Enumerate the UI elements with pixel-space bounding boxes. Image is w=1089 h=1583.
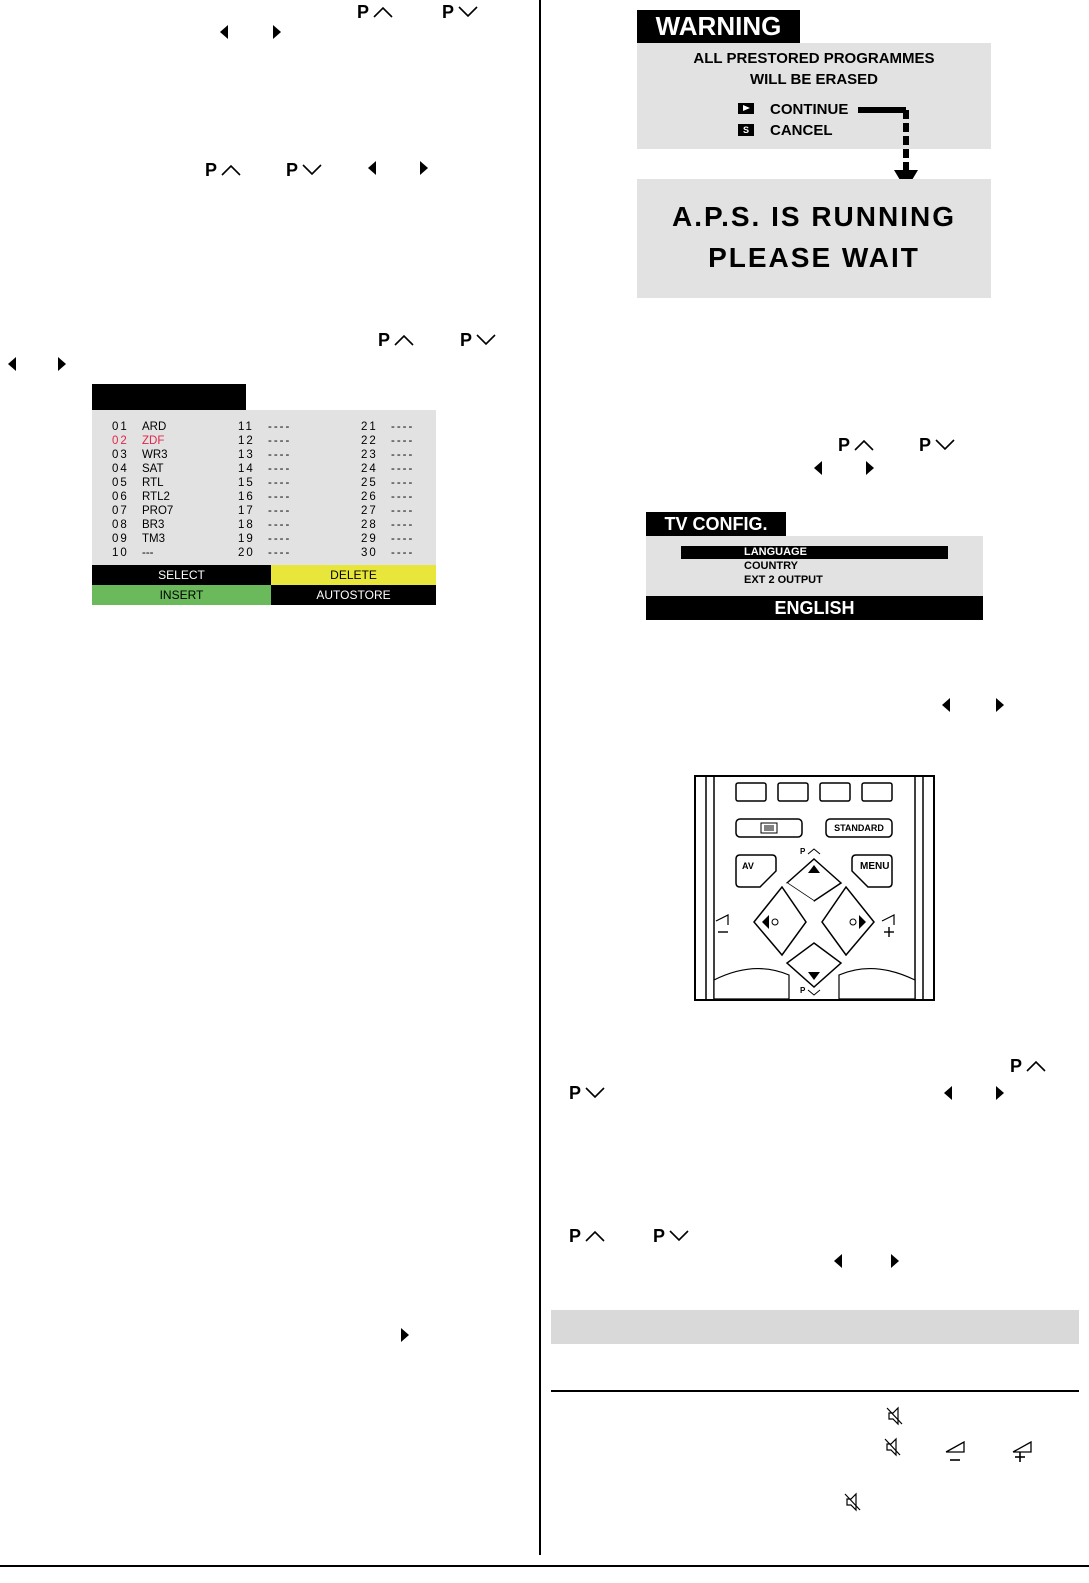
program-row[interactable] [112, 504, 173, 518]
chevron-up-icon [1025, 1059, 1047, 1073]
warning-title: WARNING [637, 10, 800, 43]
warning-dialog [637, 43, 991, 149]
program-name: ---- [391, 533, 415, 545]
program-row[interactable] [112, 532, 173, 546]
play-icon [738, 103, 754, 114]
program-number: 13 [238, 449, 255, 461]
s-key-icon: S [738, 124, 754, 136]
program-number: 17 [238, 505, 255, 517]
program-number: 23 [361, 449, 378, 461]
remote-body-icon [694, 775, 935, 1001]
chevron-down-icon [934, 438, 956, 452]
program-name: TM3 [142, 533, 165, 545]
program-name: ---- [391, 547, 415, 559]
program-row[interactable] [238, 504, 291, 518]
program-name: ---- [391, 519, 415, 531]
program-number: 12 [238, 435, 255, 447]
program-row[interactable] [361, 490, 414, 504]
program-number: 21 [361, 421, 378, 433]
program-row[interactable] [238, 546, 291, 560]
program-number: 30 [361, 547, 378, 559]
av-button[interactable]: AV [742, 861, 754, 871]
remote-control-illustration [694, 775, 935, 1001]
p-up-key: P [1010, 1057, 1047, 1075]
footer-rule [0, 1565, 1089, 1567]
program-name: ---- [268, 491, 292, 503]
column-divider [539, 0, 541, 1555]
program-name: ---- [268, 477, 292, 489]
program-name: ARD [142, 421, 167, 433]
left-arrow-icon [834, 1254, 842, 1268]
selected-value: ENGLISH [646, 596, 983, 620]
mute-icon [886, 1406, 904, 1426]
program-name: ---- [268, 463, 292, 475]
program-row[interactable] [112, 462, 173, 476]
left-arrow-icon [944, 1086, 952, 1100]
program-name: WR3 [142, 449, 168, 461]
program-name: RTL2 [142, 491, 170, 503]
left-arrow-icon [814, 461, 822, 475]
program-number: 15 [238, 477, 255, 489]
program-number: 26 [361, 491, 378, 503]
program-number: 25 [361, 477, 378, 489]
program-name: ---- [268, 505, 292, 517]
program-row[interactable] [361, 434, 414, 448]
menu-selection-bar [681, 546, 948, 559]
insert-button[interactable]: INSERT [92, 585, 271, 605]
program-number: 29 [361, 533, 378, 545]
program-table-title-bar [92, 384, 246, 410]
chevron-down-icon [584, 1086, 606, 1100]
program-row[interactable] [238, 434, 291, 448]
p-up-key: P [205, 161, 242, 179]
program-row[interactable] [238, 476, 291, 490]
p-up-key: P [357, 3, 394, 21]
tv-config-title: TV CONFIG. [646, 512, 786, 536]
program-row[interactable] [112, 490, 173, 504]
left-arrow-icon [368, 161, 376, 175]
delete-button[interactable]: DELETE [271, 565, 436, 585]
program-name: ---- [391, 463, 415, 475]
program-row[interactable] [361, 420, 414, 434]
warning-line-2: WILL BE ERASED [749, 71, 879, 88]
program-column-3 [361, 420, 414, 560]
p-up-label: P [800, 847, 806, 856]
volume-down-icon [944, 1438, 966, 1464]
menu-button[interactable]: MENU [860, 861, 890, 872]
program-name: ---- [268, 547, 292, 559]
p-down-key: P [442, 3, 479, 21]
chevron-down-icon [668, 1229, 690, 1243]
program-row[interactable] [238, 462, 291, 476]
chevron-up-icon [584, 1229, 606, 1243]
program-column-1 [112, 420, 173, 560]
left-arrow-icon [220, 25, 228, 39]
p-down-key: P [460, 331, 497, 349]
program-number: 10 [112, 547, 129, 559]
program-row[interactable] [361, 504, 414, 518]
program-name: BR3 [142, 519, 165, 531]
program-name: ---- [268, 435, 292, 447]
aps-line-2: PLEASE WAIT [708, 242, 920, 273]
program-number: 03 [112, 449, 129, 461]
volume-up-icon [1011, 1438, 1033, 1464]
program-number: 18 [238, 519, 255, 531]
program-column-2 [238, 420, 291, 560]
right-arrow-icon [891, 1254, 899, 1268]
p-up-key: P [569, 1227, 606, 1245]
menu-item-country[interactable]: COUNTRY [744, 560, 798, 572]
p-up-key: P [378, 331, 415, 349]
program-number: 06 [112, 491, 129, 503]
program-row[interactable] [238, 490, 291, 504]
program-name: ZDF [142, 435, 165, 447]
program-name: ---- [391, 421, 415, 433]
left-arrow-icon [942, 698, 950, 712]
program-row[interactable] [361, 532, 414, 546]
aps-running-dialog [637, 179, 991, 298]
program-number: 05 [112, 477, 129, 489]
chevron-down-icon [301, 163, 323, 177]
program-number: 07 [112, 505, 129, 517]
program-number: 24 [361, 463, 378, 475]
program-row[interactable] [361, 448, 414, 462]
program-table [92, 410, 436, 565]
standard-button[interactable]: STANDARD [834, 823, 884, 833]
right-arrow-icon [401, 1328, 409, 1342]
program-row[interactable] [361, 546, 414, 560]
p-down-key: P [919, 436, 956, 454]
program-number: 02 [112, 435, 129, 447]
autostore-button[interactable]: AUTOSTORE [271, 585, 436, 605]
program-number: 20 [238, 547, 255, 559]
right-arrow-icon [996, 698, 1004, 712]
program-row[interactable] [112, 476, 173, 490]
section-heading-bar [551, 1310, 1079, 1344]
chevron-up-icon [372, 5, 394, 19]
program-row[interactable] [112, 546, 173, 560]
section-rule [551, 1390, 1079, 1392]
program-number: 09 [112, 533, 129, 545]
program-name: RTL [142, 477, 164, 489]
p-down-key: P [653, 1227, 690, 1245]
program-number: 14 [238, 463, 255, 475]
cancel-option[interactable]: CANCEL [770, 122, 833, 139]
left-arrow-icon [8, 357, 16, 371]
continue-option[interactable]: CONTINUE [770, 101, 849, 118]
tv-config-menu [646, 536, 983, 596]
program-name: ---- [391, 449, 415, 461]
program-number: 04 [112, 463, 129, 475]
p-down-label: P [800, 986, 806, 995]
right-arrow-icon [420, 161, 428, 175]
program-row[interactable] [238, 532, 291, 546]
program-number: 19 [238, 533, 255, 545]
program-row[interactable] [112, 518, 173, 532]
program-name: ---- [391, 435, 415, 447]
warning-line-1: ALL PRESTORED PROGRAMMES [693, 50, 935, 67]
program-row[interactable] [361, 476, 414, 490]
right-arrow-icon [996, 1086, 1004, 1100]
chevron-down-icon [475, 333, 497, 347]
chevron-up-icon [393, 333, 415, 347]
program-row[interactable] [238, 420, 291, 434]
program-name: ---- [391, 491, 415, 503]
program-name: ---- [391, 477, 415, 489]
chevron-down-icon [457, 5, 479, 19]
program-number: 01 [112, 421, 129, 433]
p-down-key: P [569, 1084, 606, 1102]
aps-line-1: A.P.S. IS RUNNING [672, 201, 956, 232]
program-row[interactable] [238, 448, 291, 462]
program-row[interactable] [112, 448, 173, 462]
program-number: 16 [238, 491, 255, 503]
program-name: ---- [268, 519, 292, 531]
mute-icon [884, 1437, 902, 1457]
right-arrow-icon [273, 25, 281, 39]
program-number: 22 [361, 435, 378, 447]
program-row[interactable] [238, 518, 291, 532]
program-name: PRO7 [142, 505, 174, 517]
p-down-key: P [286, 161, 323, 179]
mute-icon [844, 1492, 862, 1512]
program-name: ---- [268, 533, 292, 545]
program-number: 28 [361, 519, 378, 531]
chevron-up-icon [853, 438, 875, 452]
program-row[interactable] [112, 434, 173, 448]
program-name: ---- [391, 505, 415, 517]
program-name: ---- [268, 449, 292, 461]
program-number: 11 [238, 421, 254, 433]
program-row[interactable] [361, 518, 414, 532]
program-row[interactable] [112, 420, 173, 434]
program-name: ---- [268, 421, 292, 433]
program-name: SAT [142, 463, 164, 475]
right-arrow-icon [58, 357, 66, 371]
select-button[interactable]: SELECT [92, 565, 271, 585]
chevron-up-icon [220, 163, 242, 177]
program-row[interactable] [361, 462, 414, 476]
program-number: 08 [112, 519, 129, 531]
program-name: --- [142, 547, 154, 559]
right-arrow-icon [866, 461, 874, 475]
menu-item-ext2-output[interactable]: EXT 2 OUTPUT [744, 574, 823, 586]
program-number: 27 [361, 505, 378, 517]
p-up-key: P [838, 436, 875, 454]
menu-item-language[interactable]: LANGUAGE [744, 546, 807, 558]
